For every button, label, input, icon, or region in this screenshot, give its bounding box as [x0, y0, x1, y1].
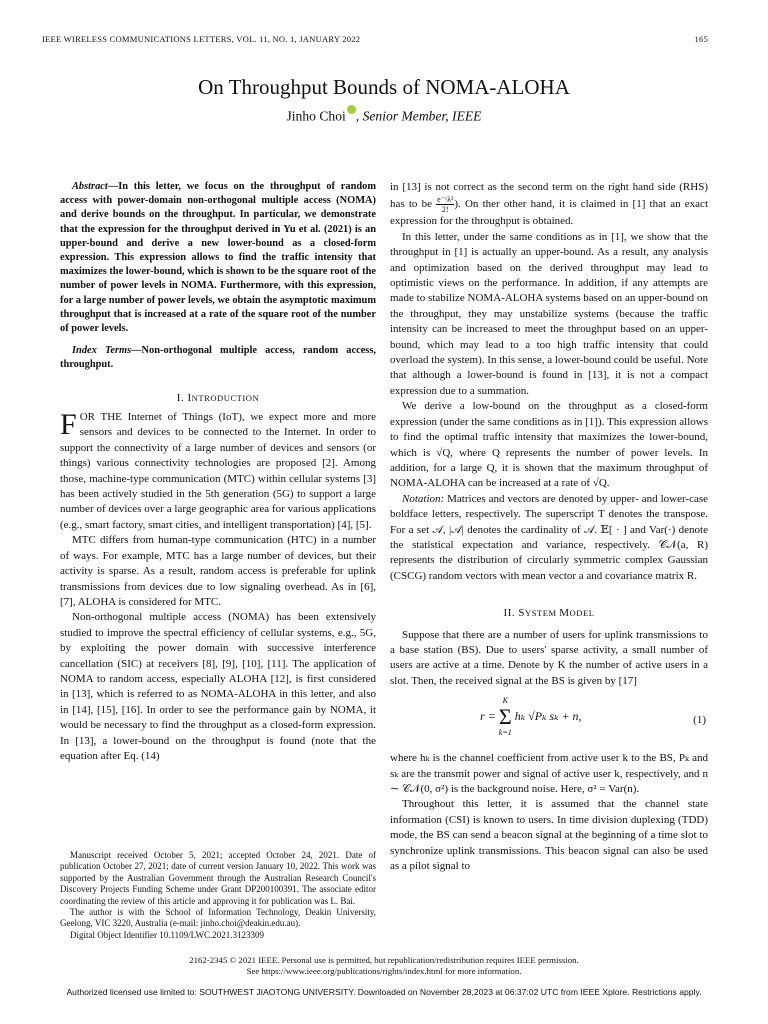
heading-initial: M	[559, 607, 570, 620]
fraction-numerator: e⁻ᵞλ²	[437, 195, 454, 205]
abstract	[60, 180, 376, 336]
license-notice: Authorized licensed use limited to: SOUTHWEST JIAOTONG UNIVERSITY. Downloaded on November 28,2023 at 06:37:02 UTC from IEEE Xplore. Restrictions apply.	[66, 987, 702, 997]
copyright-line-2[interactable]: See https://www.ieee.org/publications/rights/index.html for more information.	[246, 966, 522, 976]
footnote-doi: Digital Object Identifier 10.1109/LWC.2021.3123309	[70, 929, 264, 940]
intro-paragraph-5: In this letter, under the same conditions as in [1], we show that the throughput in [1] is actually an upper-bound. As a result, any analysis and optimization based on the derived throughput may lead to optimistic views on the performance. In addition, if any attempts are made to stabilize NOMA-ALOHA systems based on an upper-bound on the throughput, they may unstabilize systems (because the traffic intensity can be increased to meet the throughput based on an upper-bound, which may lead to a too high traffic intensity that could overload the system). In this sense, a lower-bound could be useful. Note that although a lower-bound is found in [13], it is not a compact expression due to a summation.	[390, 230, 708, 397]
fraction	[436, 195, 454, 214]
left-column	[60, 180, 376, 764]
paragraph-text: OR THE Internet of Things (IoT), we expect more and more sensors and devices to be connected to the Internet. In order to support the connectivity of a large number of devices and sensors (or things) various connectivity technologies are proposed [2]. Among those, machine-type communication (MTC) within cellular systems [3] has been actively studied in the 5th generation (5G) to support a large number of devices over a large geographic area for various applications (e.g., smart factory, smart cities, and intelligent transportation) [4], [5].	[60, 411, 376, 531]
equation-1	[390, 695, 708, 745]
notation-text: Matrices and vectors are denoted by upper- and lower-case boldface letters, respectively. The superscript T denotes the transpose. For a set 𝒜, |𝒜| denotes the cardinality of 𝒜. 𝔼[ · ] and Var(·) denote the statistical expectation and variance, respectively. 𝒞𝒩(a, R) represents the distribution of circularly symmetric complex Gaussian (CSCG) random vectors with mean vector a and covariance matrix R.	[390, 492, 708, 582]
heading-smallcaps: YSTEM	[524, 608, 560, 619]
heading-initial: S	[518, 607, 525, 620]
system-model-paragraph-2: where hₖ is the channel coefficient from active user k to the BS, Pₖ and sₖ are the transmit power and signal of active user k, respectively, and n ∼ 𝒞𝒩(0, σ²) is the background noise. Here, σ² = Var(n).	[390, 752, 708, 795]
notation-paragraph	[390, 492, 708, 584]
running-head	[42, 34, 708, 48]
paragraph-text: in [13] is not correct as the second term on the right hand side (RHS) has to be	[390, 181, 708, 211]
paragraph-text: ). On ther other hand, it is claimed in [1] that an exact expression for the throughput is obtained.	[390, 198, 709, 228]
system-model-paragraph-1: Suppose that there are a number of users for uplink transmissions to a base station (BS). Due to users' sparse activity, a small number of users are active at a time. Denote by K the number of active users in a slot. Then, the received signal at the BS is given by [17]	[390, 628, 708, 687]
equation-rhs: hₖ √Pₖ sₖ + n,	[514, 708, 582, 723]
abstract-label: Abstract	[72, 181, 108, 192]
summation-symbol: K Σ k=1	[498, 696, 512, 738]
footnote-manuscript: Manuscript received October 5, 2021; accepted October 24, 2021. Date of publication October 27, 2021; date of current version January 10, 2022. This work was supported by the Australian Government through the Australian Research Council's Discovery Projects Funding Scheme under Grant DP200100391. The associate editor coordinating the review of this article and approving it for publication was L. Bai.	[60, 850, 376, 906]
paper-title: On Throughput Bounds of NOMA-ALOHA	[198, 75, 570, 99]
page-number: 165	[694, 34, 708, 44]
section-heading-system-model	[390, 606, 708, 621]
right-column	[390, 180, 708, 874]
intro-paragraph-1	[60, 410, 376, 533]
copyright-line-1: 2162-2345 © 2021 IEEE. Personal use is permitted, but republication/redistribution requires IEEE permission.	[189, 955, 579, 965]
equation-lhs: r =	[480, 708, 496, 723]
abstract-text: —In this letter, we focus on the throughput of random access with power-domain non-orthogonal multiple access (NOMA) and derive bounds on the throughput. In particular, we demonstrate that the expression for the throughput derived in Yu et al. (2021) is an upper-bound and derive a new lower-bound as a closed-form expression. This expression allows to find the traffic intensity that maximizes the lower-bound, which is shown to be the square root of the number of power levels in NOMA. Furthermore, with this expression, for a large number of power levels, we obtain the asymptotic maximum throughput that is increased at a rate of the square root of the number of power levels.	[60, 181, 376, 335]
equation-body	[480, 695, 582, 739]
intro-paragraph-2: MTC differs from human-type communication (HTC) in a number of ways. For example, MTC has a large number of devices, but their activity is sparse. As a result, random access is preferable for uplink transmissions from devices due to low signaling overhead. As in [6], [7], ALOHA is considered for MTC.	[60, 534, 376, 608]
footnote	[60, 850, 376, 941]
section-number: I.	[176, 391, 188, 404]
sum-lower-limit: k=1	[498, 728, 512, 738]
heading-smallcaps: NTRODUCTION	[191, 392, 260, 403]
system-model-paragraph-3: Throughout this letter, it is assumed that the channel state information (CSI) is known to users. In time division duplexing (TDD) mode, the BS can send a beacon signal at the beginning of a time slot to synchronize uplink transmissions. This beacon signal can also be used as a pilot signal to	[390, 798, 708, 873]
journal-line: IEEE WIRELESS COMMUNICATIONS LETTERS, VOL. 11, NO. 1, JANUARY 2022	[42, 34, 361, 44]
author-affiliation: , Senior Member, IEEE	[355, 108, 482, 124]
heading-initial: I	[187, 391, 192, 404]
equation-number: (1)	[693, 714, 706, 727]
section-heading-introduction	[60, 391, 376, 406]
orcid-icon[interactable]	[347, 105, 356, 114]
copyright-notice	[0, 955, 768, 977]
fraction-denominator: 2!	[441, 205, 449, 215]
footnote-author: The author is with the School of Information Technology, Deakin University, Geelong, VIC 3220, Australia (e-mail: jinho.choi@deakin.edu.au).	[60, 907, 376, 929]
sum-upper-limit: K	[502, 696, 508, 706]
intro-paragraph-6: We derive a low-bound on the throughput as a closed-form expression (under the same conditions as in [1]). This expression allows to find the optimal traffic intensity that maximizes the lower-bound, which is √Q, where Q represents the number of power levels. In addition, for a large Q, it is shown that the maximum throughput of NOMA-ALOHA can be increased at a rate of √Q.	[390, 400, 708, 490]
intro-paragraph-4	[390, 180, 708, 230]
section-number: II.	[503, 607, 519, 620]
index-terms-label: Index Terms	[72, 345, 132, 357]
index-terms-text: —Non-orthogonal multiple access, random access, throughput.	[60, 345, 376, 371]
notation-label: Notation:	[402, 492, 445, 505]
index-terms	[60, 344, 376, 372]
author-line	[0, 106, 768, 126]
intro-paragraph-3: Non-orthogonal multiple access (NOMA) has been extensively studied to improve the spectral efficiency of cellular systems, e.g., 5G, by exploiting the power domain with successive interference cancellation (SIC) at receivers [8], [9], [10], [11]. The application of NOMA to random access, especially ALOHA [12], is first considered in [13], which is referred to as NOMA-ALOHA in this letter, and also in [14], [15], [16]. In order to see the performance gain by NOMA, it would be necessary to find the throughput as a closed-form expression. In [13], a lower-bound on the throughput is found (note that the equation after Eq. (14)	[60, 611, 376, 762]
heading-smallcaps: ODEL	[569, 608, 595, 619]
author-name: Jinho Choi	[286, 108, 346, 124]
drop-cap: F	[60, 408, 77, 442]
